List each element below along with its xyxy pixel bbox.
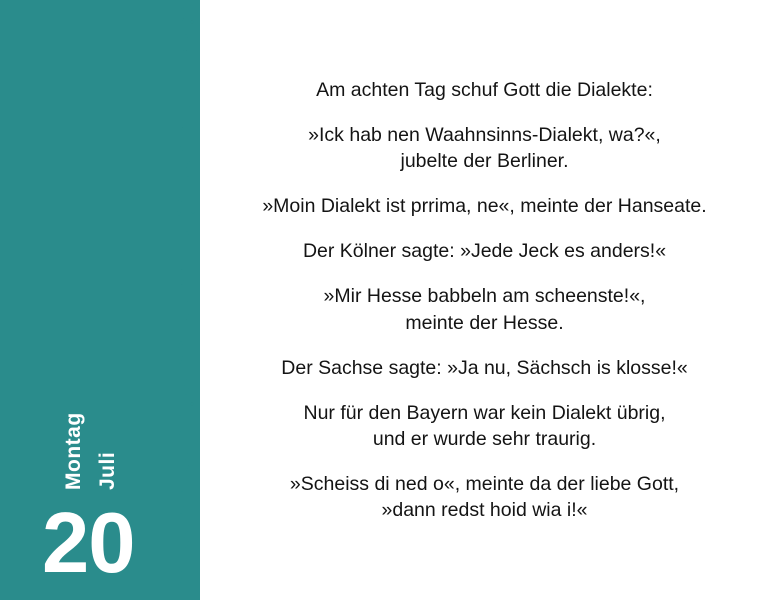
joke-paragraph <box>220 193 749 219</box>
joke-paragraph <box>220 471 749 523</box>
weekday-label: Montag <box>62 412 85 490</box>
joke-content-area <box>206 0 763 600</box>
joke-line: jubelte der Berliner. <box>400 150 569 172</box>
joke-line: »dann redst hoid wia i!« <box>381 499 588 522</box>
joke-line: Am achten Tag schuf Gott die Dialekte: <box>316 78 653 101</box>
joke-paragraph <box>220 122 749 174</box>
joke-paragraph <box>220 238 749 264</box>
joke-line: »Ick hab nen Waahnsinns-Dialekt, wa?«, <box>308 123 661 146</box>
joke-paragraph <box>220 355 749 381</box>
joke-line: und er wurde sehr traurig. <box>372 427 597 450</box>
day-number: 20 <box>42 495 135 591</box>
joke-paragraph <box>220 77 749 103</box>
month-label: Juli <box>96 451 119 490</box>
torn-paper-edge-decoration <box>150 0 200 600</box>
date-block <box>0 372 150 592</box>
joke-line: Der Sachse sagte: »Ja nu, Sächsch is klosse!« <box>281 356 688 379</box>
calendar-date-panel <box>0 0 200 600</box>
joke-paragraph <box>220 400 749 452</box>
joke-line: »Mir Hesse babbeln am scheenste!«, <box>323 285 646 308</box>
joke-text <box>220 77 749 524</box>
joke-line: Nur für den Bayern war kein Dialekt übrig, <box>303 401 666 424</box>
joke-line: »Scheiss di ned o«, meinte da der liebe Gott, <box>289 473 680 495</box>
joke-paragraph <box>220 283 749 335</box>
joke-line: meinte der Hesse. <box>405 311 564 334</box>
joke-line: Der Kölner sagte: »Jede Jeck es anders!« <box>302 240 667 263</box>
joke-line: »Moin Dialekt ist prrima, ne«, meinte der Hanseate. <box>262 195 707 218</box>
